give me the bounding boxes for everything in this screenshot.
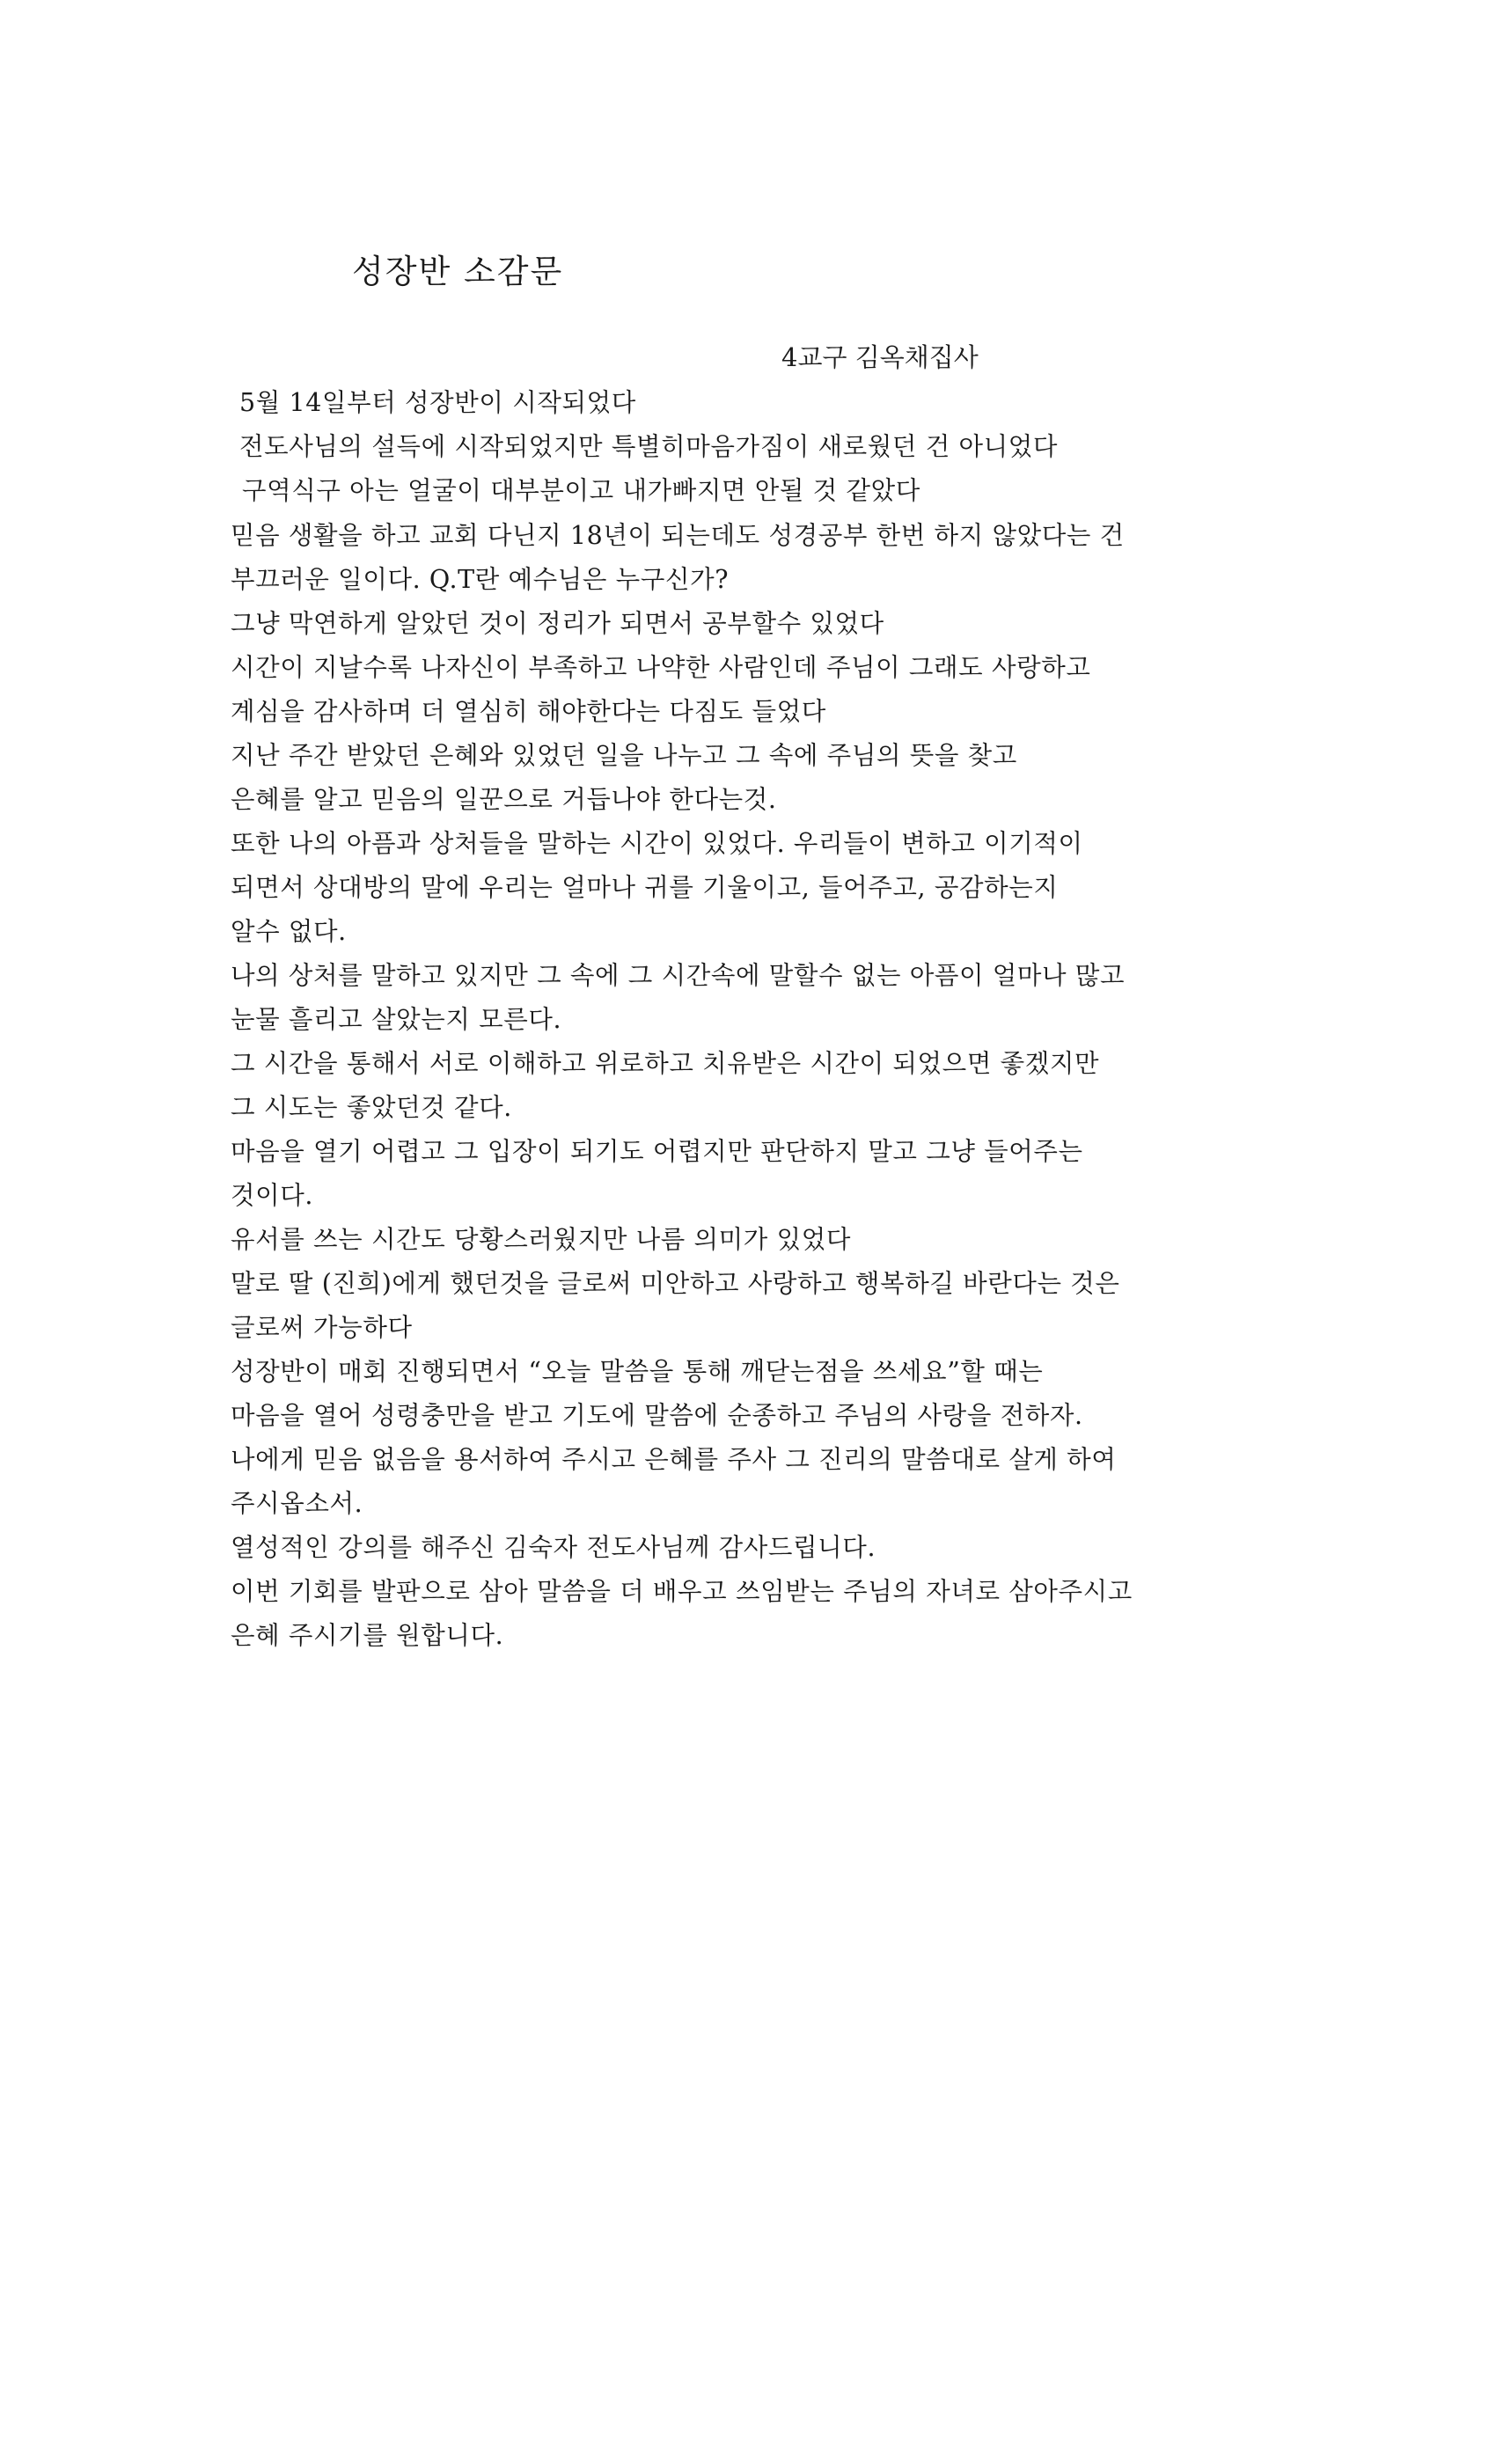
- body-line: 구역식구 아는 얼굴이 대부분이고 내가빠지면 안될 것 같았다: [242, 476, 920, 505]
- body-line: 5월 14일부터 성장반이 시작되었다: [239, 388, 636, 417]
- body-line: 열성적인 강의를 해주신 김숙자 전도사님께 감사드립니다.: [231, 1533, 876, 1562]
- body-line: 유서를 쓰는 시간도 당황스러웠지만 나름 의미가 있었다: [231, 1225, 851, 1254]
- body-line: 나에게 믿음 없음을 용서하여 주시고 은혜를 주사 그 진리의 말씀대로 살게 하여: [231, 1445, 1117, 1474]
- body-line: 지난 주간 받았던 은혜와 있었던 일을 나누고 그 속에 주님의 뜻을 찾고: [231, 741, 1017, 770]
- body-line: 것이다.: [231, 1181, 314, 1210]
- body-line: 부끄러운 일이다. Q.T란 예수님은 누구신가?: [231, 565, 730, 594]
- body-line: 은혜 주시기를 원합니다.: [231, 1621, 504, 1650]
- body-line: 주시옵소서.: [231, 1489, 363, 1518]
- body-line: 계심을 감사하며 더 열심히 해야한다는 다짐도 들었다: [231, 697, 826, 726]
- body-line: 또한 나의 아픔과 상처들을 말하는 시간이 있었다. 우리들이 변하고 이기적이: [231, 829, 1083, 858]
- body-line: 글로써 가능하다: [231, 1313, 413, 1342]
- document-author: 4교구 김옥채집사: [781, 342, 979, 372]
- body-line: 그 시간을 통해서 서로 이해하고 위로하고 치유받은 시간이 되었으면 좋겠지만: [231, 1049, 1100, 1078]
- body-line: 마음을 열어 성령충만을 받고 기도에 말씀에 순종하고 주님의 사랑을 전하자.: [231, 1401, 1083, 1430]
- body-line: 마음을 열기 어렵고 그 입장이 되기도 어렵지만 판단하지 말고 그냥 들어주는: [231, 1137, 1083, 1166]
- body-line: 알수 없다.: [231, 917, 347, 946]
- body-line: 그냥 막연하게 알았던 것이 정리가 되면서 공부할수 있었다: [231, 609, 884, 638]
- body-line: 이번 기회를 발판으로 삼아 말씀을 더 배우고 쓰임받는 주님의 자녀로 삼아주시고: [231, 1577, 1133, 1606]
- body-line: 눈물 흘리고 살았는지 모른다.: [231, 1005, 562, 1034]
- body-line: 믿음 생활을 하고 교회 다닌지 18년이 되는데도 성경공부 한번 하지 않았다는 건: [231, 521, 1125, 550]
- body-line: 그 시도는 좋았던것 같다.: [231, 1093, 512, 1122]
- body-line: 성장반이 매회 진행되면서 “오늘 말씀을 통해 깨닫는점을 쓰세요”할 때는: [231, 1357, 1044, 1386]
- body-line: 은혜를 알고 믿음의 일꾼으로 거듭나야 한다는것.: [231, 785, 777, 814]
- body-line: 나의 상처를 말하고 있지만 그 속에 그 시간속에 말할수 없는 아픔이 얼마나 많고: [231, 961, 1126, 990]
- body-line: 전도사님의 설득에 시작되었지만 특별히마음가짐이 새로웠던 건 아니었다: [239, 432, 1059, 461]
- body-line: 시간이 지날수록 나자신이 부족하고 나약한 사람인데 주님이 그래도 사랑하고: [231, 653, 1091, 682]
- document-title: 성장반 소감문: [352, 253, 564, 290]
- body-line: 되면서 상대방의 말에 우리는 얼마나 귀를 기울이고, 들어주고, 공감하는지: [231, 873, 1059, 902]
- body-line: 말로 딸 (진희)에게 했던것을 글로써 미안하고 사랑하고 행복하길 바란다는 것은: [231, 1269, 1120, 1298]
